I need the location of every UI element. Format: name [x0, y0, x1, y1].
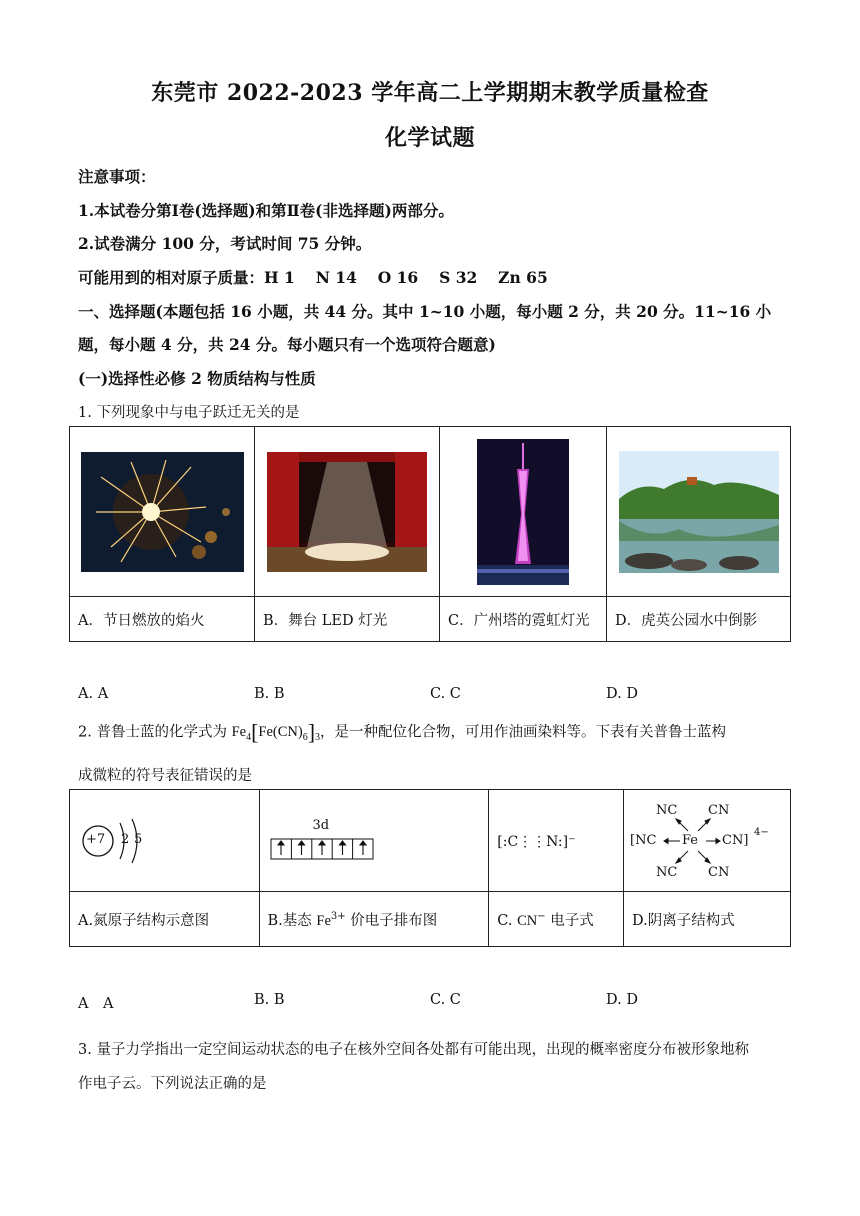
q1-caption-a: A．节日燃放的焰火	[70, 597, 255, 642]
shell-2-electrons: 5	[134, 831, 143, 847]
cap-c-cn: CN	[517, 912, 538, 929]
notes-heading: 注意事项：	[78, 167, 156, 186]
q2-option-d[interactable]: D. D	[606, 992, 638, 1008]
q2-caption-d: D.阴离子结构式	[624, 892, 791, 947]
q2-option-c[interactable]: C. C	[430, 992, 461, 1008]
notes-item-2: 2.试卷满分 100 分，考试时间 75 分钟。	[78, 234, 372, 253]
question-1-table	[69, 426, 791, 642]
ligand-bottom-right: CN	[708, 864, 730, 880]
formula-fe: Fe	[231, 724, 247, 741]
q2-stem-suffix: ，是一种配位化合物，可用作油画染料等。下表有关普鲁士蓝构	[320, 724, 727, 741]
cap-b-fe: Fe	[316, 912, 331, 929]
shell-1-electrons: 2	[121, 831, 130, 847]
q2-option-b[interactable]: B. B	[254, 992, 285, 1008]
section-intro-line-2: 题，每小题 4 分，共 24 分。每小题只有一个选项符合题意)	[78, 335, 496, 354]
cap-c-charge: −	[537, 910, 546, 922]
nucleus-charge: +7	[86, 831, 106, 847]
nitrogen-atom-diagram	[70, 790, 260, 892]
q1-option-a[interactable]: A. A	[78, 686, 109, 702]
q1-option-b[interactable]: B. B	[254, 686, 285, 702]
orbital-label: 3d	[312, 817, 330, 833]
cap-b-charge: 3+	[330, 910, 346, 922]
q1-caption-c: C．广州塔的霓虹灯光	[440, 597, 607, 642]
q1-caption-d: D．虎英公园水中倒影	[607, 597, 791, 642]
q2-caption-c	[489, 892, 624, 947]
image-fireworks	[70, 427, 255, 597]
formula-inner: Fe(CN)	[258, 724, 303, 741]
notes-item-1: 1.本试卷分第Ⅰ卷(选择题)和第Ⅱ卷(非选择题)两部分。	[78, 201, 454, 220]
orbital-boxes	[270, 838, 374, 860]
question-1-stem: 1. 下列现象中与电子跃迁无关的是	[78, 405, 300, 421]
formula-sub-4: 4	[246, 732, 252, 744]
question-3-stem-line-2: 作电子云。下列说法正确的是	[78, 1076, 267, 1092]
cap-b-suffix: 价电子排布图	[345, 912, 438, 929]
formula-sub-6: 6	[302, 732, 308, 744]
atomic-mass-line: 可能用到的相对原子质量：H 1 N 14 O 16 S 32 Zn 65	[78, 268, 548, 287]
section-part-heading: (一)选择性必修 2 物质结构与性质	[78, 369, 316, 388]
ligand-left: [NC	[630, 832, 657, 848]
q1-option-c[interactable]: C. C	[430, 686, 461, 702]
cap-b-prefix: B.基态	[267, 912, 317, 929]
ligand-top-right: CN	[708, 802, 730, 818]
image-canton-tower	[440, 427, 607, 597]
electron-dot-text: [:C⋮⋮N:]⁻	[497, 834, 576, 850]
complex-charge: 4−	[754, 826, 769, 838]
ligand-right: CN]	[722, 832, 749, 848]
question-2-stem-line-2: 成微粒的符号表征错误的是	[78, 768, 252, 784]
fe3-orbital-diagram	[259, 790, 489, 892]
formula-sub-3: 3	[315, 732, 321, 744]
q2-caption-b	[259, 892, 489, 947]
ligand-bottom-left: NC	[656, 864, 678, 880]
cap-c-prefix: C.	[497, 912, 518, 929]
prussian-blue-formula: $Fe_4[Fe(CN)_6]_3$	[231, 720, 321, 745]
question-2-stem	[78, 720, 726, 746]
question-3-stem-line-1: 3. 量子力学指出一定空间运动状态的电子在核外空间各处都有可能出现，出现的概率密度分布被形象地称	[78, 1042, 749, 1058]
q2-option-a[interactable]: A A	[78, 996, 114, 1012]
ligand-top-left: NC	[656, 802, 678, 818]
q2-caption-a: A.氮原子结构示意图	[70, 892, 260, 947]
q2-stem-prefix: 2. 普鲁士蓝的化学式为	[78, 724, 227, 741]
cn-electron-dot-formula	[489, 790, 624, 892]
central-fe: Fe	[682, 832, 699, 848]
section-intro-line-1: 一、选择题(本题包括 16 小题，共 44 分。其中 1~10 小题，每小题 2 分，共 20 分。11~16 小	[78, 302, 772, 321]
q1-caption-b: B．舞台 LED 灯光	[255, 597, 440, 642]
exam-subtitle: 化学试题	[384, 125, 475, 151]
image-stage	[255, 427, 440, 597]
q1-option-d[interactable]: D. D	[606, 686, 638, 702]
question-2-table	[69, 789, 791, 947]
cap-c-suffix: 电子式	[545, 912, 594, 929]
image-park-reflection	[607, 427, 791, 597]
ferrocyanide-structure	[624, 790, 791, 892]
exam-title: 东莞市 2022-2023 学年高二上学期期末教学质量检查	[151, 80, 709, 106]
